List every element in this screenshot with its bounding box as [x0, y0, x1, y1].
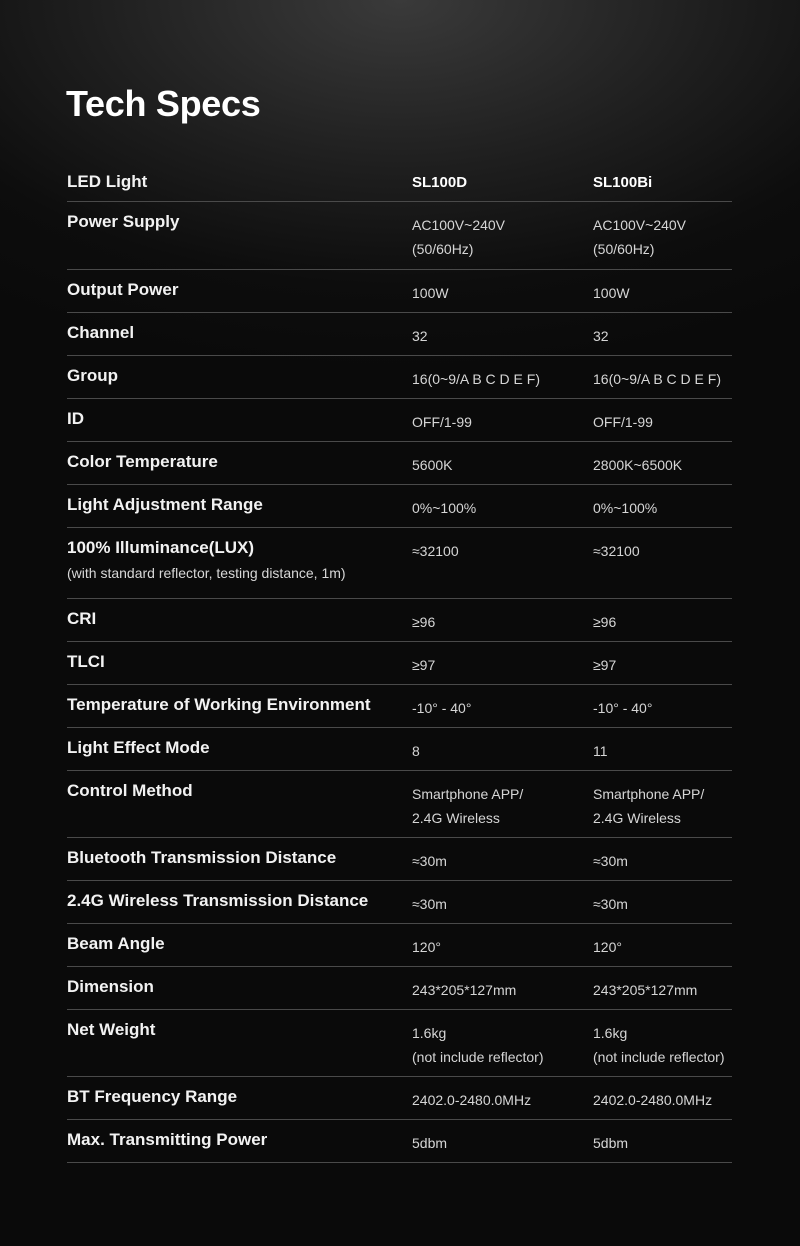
spec-value-sl100d: 100W: [412, 285, 449, 301]
spec-label: Color Temperature: [67, 452, 218, 471]
spec-label-cell: [67, 270, 412, 301]
page-title: Tech Specs: [66, 83, 261, 124]
spec-label-cell: [67, 356, 412, 387]
spec-label: 100% Illuminance(LUX): [67, 538, 255, 557]
table-row: [67, 528, 732, 599]
header-model-b: SL100Bi: [593, 174, 653, 191]
spec-label: Max. Transmitting Power: [67, 1130, 268, 1149]
spec-label-cell: [67, 528, 412, 583]
table-row: [67, 1077, 732, 1120]
spec-label: Dimension: [67, 977, 154, 996]
spec-value-sl100bi: 5dbm: [593, 1135, 629, 1151]
table-row: [67, 202, 732, 270]
spec-label-cell: [67, 1010, 412, 1041]
table-row: [67, 685, 732, 728]
header-label-cell: [67, 162, 412, 193]
table-row: [67, 728, 732, 771]
table-row: [67, 313, 732, 356]
spec-label-cell: [67, 924, 412, 955]
spec-value-sl100bi: 243*205*127mm: [593, 982, 698, 998]
spec-label-cell: [67, 967, 412, 998]
spec-label: CRI: [67, 609, 97, 628]
spec-value-sl100d: 32: [412, 328, 428, 344]
spec-label: Control Method: [67, 781, 193, 800]
spec-label-cell: [67, 642, 412, 673]
spec-value-sl100d: 1.6kg (not include reflector): [412, 1025, 544, 1065]
spec-value-sl100d: ≈32100: [412, 543, 459, 559]
spec-label: BT Frequency Range: [67, 1087, 238, 1106]
spec-label: Temperature of Working Environment: [67, 695, 371, 714]
table-row: [67, 967, 732, 1010]
spec-label-cell: [67, 1120, 412, 1151]
spec-value-sl100bi: OFF/1-99: [593, 414, 653, 430]
spec-value-sl100d: -10° - 40°: [412, 700, 472, 716]
table-row: [67, 838, 732, 881]
spec-value-sl100d: 5600K: [412, 457, 453, 473]
spec-label-cell: [67, 838, 412, 869]
spec-label: Bluetooth Transmission Distance: [67, 848, 337, 867]
spec-label: 2.4G Wireless Transmission Distance: [67, 891, 369, 910]
table-row: [67, 270, 732, 313]
spec-label: ID: [67, 409, 84, 428]
spec-value-sl100bi: 100W: [593, 285, 630, 301]
spec-value-sl100bi: 120°: [593, 939, 622, 955]
spec-value-sl100bi: 1.6kg (not include reflector): [593, 1025, 725, 1065]
table-row: [67, 1120, 732, 1163]
header-model-a: SL100D: [412, 174, 468, 191]
spec-value-sl100bi: AC100V~240V (50/60Hz): [593, 217, 687, 257]
spec-label: Power Supply: [67, 212, 180, 231]
table-row: [67, 881, 732, 924]
table-row: [67, 399, 732, 442]
spec-value-sl100bi: Smartphone APP/ 2.4G Wireless: [593, 786, 705, 826]
table-row: [67, 599, 732, 642]
table-row: [67, 642, 732, 685]
spec-value-sl100d: 120°: [412, 939, 441, 955]
spec-label-cell: [67, 881, 412, 912]
spec-value-sl100d: 2402.0-2480.0MHz: [412, 1092, 532, 1108]
spec-value-sl100d: ≥96: [412, 614, 436, 630]
table-row: [67, 442, 732, 485]
spec-label-cell: [67, 313, 412, 344]
spec-label: Beam Angle: [67, 934, 165, 953]
spec-value-sl100bi: ≈32100: [593, 543, 640, 559]
spec-value-sl100d: 8: [412, 743, 420, 759]
spec-value-sl100bi: 2402.0-2480.0MHz: [593, 1092, 713, 1108]
spec-value-sl100bi: 2800K~6500K: [593, 457, 683, 473]
spec-label: Net Weight: [67, 1020, 156, 1039]
spec-label-note: (with standard reflector, testing distance, 1m): [67, 565, 346, 581]
spec-value-sl100bi: 11: [593, 743, 608, 759]
spec-value-sl100d: 16(0~9/A B C D E F): [412, 371, 540, 387]
header-label: LED Light: [67, 172, 148, 191]
spec-label-cell: [67, 202, 412, 233]
spec-value-sl100bi: 16(0~9/A B C D E F): [593, 371, 721, 387]
spec-value-sl100d: ≥97: [412, 657, 436, 673]
spec-value-sl100bi: 32: [593, 328, 609, 344]
spec-value-sl100d: 5dbm: [412, 1135, 448, 1151]
spec-value-sl100bi: -10° - 40°: [593, 700, 653, 716]
spec-value-sl100bi: 0%~100%: [593, 500, 658, 516]
spec-value-sl100bi: ≥97: [593, 657, 617, 673]
spec-label: Light Effect Mode: [67, 738, 210, 757]
spec-label: TLCI: [67, 652, 105, 671]
spec-value-sl100bi: ≈30m: [593, 896, 628, 912]
table-row: [67, 356, 732, 399]
spec-label-cell: [67, 442, 412, 473]
table-row: [67, 924, 732, 967]
spec-label-cell: [67, 685, 412, 716]
spec-label-cell: [67, 1077, 412, 1108]
spec-value-sl100bi: ≥96: [593, 614, 617, 630]
table-header-row: [67, 162, 732, 202]
spec-label-cell: [67, 399, 412, 430]
spec-label-cell: [67, 728, 412, 759]
spec-value-sl100d: ≈30m: [412, 853, 447, 869]
spec-value-sl100d: 243*205*127mm: [412, 982, 517, 998]
spec-value-sl100bi: ≈30m: [593, 853, 628, 869]
spec-value-sl100d: AC100V~240V (50/60Hz): [412, 217, 506, 257]
spec-label: Output Power: [67, 280, 179, 299]
spec-value-sl100d: ≈30m: [412, 896, 447, 912]
spec-label: Light Adjustment Range: [67, 495, 263, 514]
spec-label: Channel: [67, 323, 135, 342]
table-row: [67, 485, 732, 528]
table-row: [67, 1010, 732, 1077]
spec-value-sl100d: 0%~100%: [412, 500, 477, 516]
table-row: [67, 771, 732, 838]
spec-value-sl100d: OFF/1-99: [412, 414, 472, 430]
spec-table: [67, 162, 732, 1163]
spec-label-cell: [67, 599, 412, 630]
spec-label-cell: [67, 771, 412, 802]
spec-label-cell: [67, 485, 412, 516]
spec-label: Group: [67, 366, 118, 385]
spec-value-sl100d: Smartphone APP/ 2.4G Wireless: [412, 786, 524, 826]
